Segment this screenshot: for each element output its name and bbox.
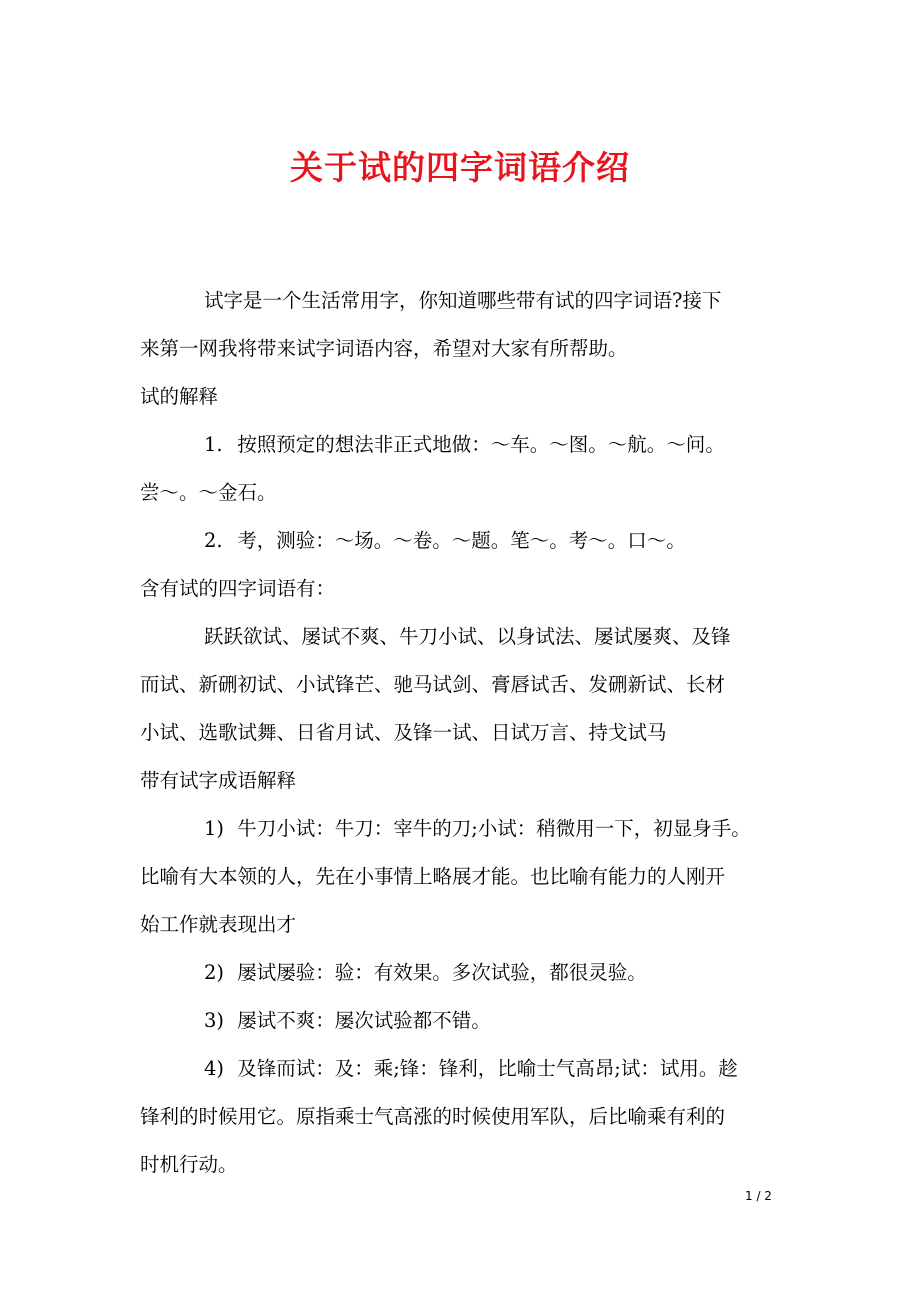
word-list-line-3: 小试、选歌试舞、日省月试、及锋一试、日试万言、持戈试马 xyxy=(140,721,667,744)
page-title: 关于试的四字词语介绍 xyxy=(290,148,630,187)
idiom-item-number: 4) xyxy=(204,1057,225,1080)
definition-item-number: 2. xyxy=(204,529,223,552)
word-list-line-2: 而试、新硎初试、小试锋芒、驰马试剑、膏唇试舌、发硎新试、长材 xyxy=(140,673,726,696)
idiom-item-4-continued: 时机行动。 xyxy=(140,1153,238,1176)
definition-item-1 xyxy=(140,421,790,469)
idiom-item-text: 牛刀小试：牛刀：宰牛的刀;小试：稍微用一下，初显身手。 xyxy=(237,817,751,840)
idiom-item-3 xyxy=(140,997,790,1045)
definition-item-1-continued: 尝～。～金石。 xyxy=(140,481,277,504)
section-heading-word-list: 含有试的四字词语有： xyxy=(140,577,336,600)
idiom-item-1-continued: 比喻有大本领的人，先在小事情上略展才能。也比喻有能力的人刚开 xyxy=(140,865,726,888)
section-heading-idiom-explanations: 带有试字成语解释 xyxy=(140,769,297,792)
idiom-item-4 xyxy=(140,1045,790,1093)
idiom-item-1-continued: 始工作就表现出才 xyxy=(140,913,297,936)
intro-line-2: 来第一网我将带来试字词语内容，希望对大家有所帮助。 xyxy=(140,337,628,360)
definition-item-text: 按照预定的想法非正式地做：～车。～图。～航。～问。 xyxy=(237,433,725,456)
idiom-item-text: 屡试不爽：屡次试验都不错。 xyxy=(237,1009,491,1032)
definition-item-text: 考，测验：～场。～卷。～题。笔～。考～。口～。 xyxy=(237,529,686,552)
word-list-line-1: 跃跃欲试、屡试不爽、牛刀小试、以身试法、屡试屡爽、及锋 xyxy=(204,625,731,648)
intro-line-1: 试字是一个生活常用字，你知道哪些带有试的四字词语?接下 xyxy=(204,289,722,312)
idiom-item-2 xyxy=(140,949,790,997)
idiom-item-text: 及锋而试：及：乘;锋：锋利，比喻士气高昂;试：试用。趁 xyxy=(237,1057,738,1080)
idiom-item-4-continued: 锋利的时候用它。原指乘士气高涨的时候使用军队，后比喻乘有利的 xyxy=(140,1105,726,1128)
idiom-item-number: 1) xyxy=(204,817,225,840)
idiom-item-number: 3) xyxy=(204,1009,225,1032)
idiom-item-1 xyxy=(140,805,790,853)
document-body xyxy=(140,277,790,1189)
idiom-item-text: 屡试屡验：验：有效果。多次试验，都很灵验。 xyxy=(237,961,647,984)
definition-item-2 xyxy=(140,517,790,565)
section-heading-definition: 试的解释 xyxy=(140,385,219,408)
idiom-item-number: 2) xyxy=(204,961,225,984)
definition-item-number: 1. xyxy=(204,433,223,456)
page-number: 1 / 2 xyxy=(745,1189,772,1203)
